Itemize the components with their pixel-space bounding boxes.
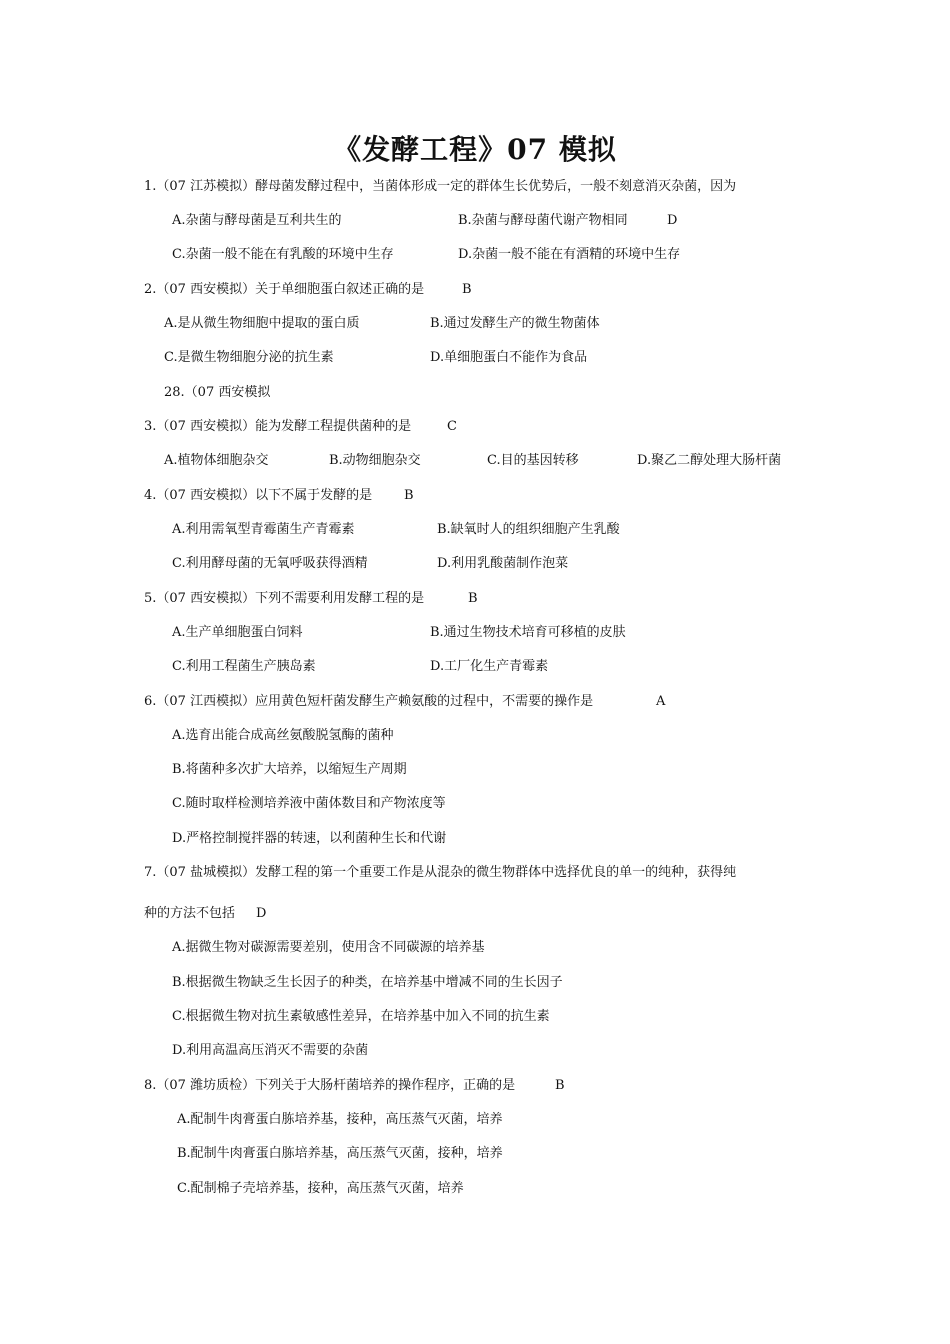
question-2-option-b: B.通过发酵生产的微生物菌体 bbox=[430, 316, 600, 331]
question-2-stem: 2.（07 西安模拟）关于单细胞蛋白叙述正确的是 bbox=[144, 282, 425, 297]
question-3-answer: C bbox=[447, 419, 457, 434]
question-5-option-a: A.生产单细胞蛋白饲料 bbox=[172, 625, 303, 640]
question-7-option-a: A.据微生物对碳源需要差别，使用含不同碳源的培养基 bbox=[172, 940, 485, 955]
question-6-option-a: A.选育出能合成高丝氨酸脱氢酶的菌种 bbox=[172, 728, 394, 743]
question-7-answer: D bbox=[256, 906, 267, 921]
stray-fragment: 28.（07 西安模拟 bbox=[164, 385, 271, 400]
question-6-answer: A bbox=[656, 694, 666, 709]
question-1-option-b: B.杂菌与酵母菌代谢产物相同 bbox=[458, 213, 628, 228]
question-8-answer: B bbox=[555, 1078, 565, 1093]
question-8-stem: 8.（07 潍坊质检）下列关于大肠杆菌培养的操作程序，正确的是 bbox=[144, 1078, 516, 1093]
question-4-option-b: B.缺氧时人的组织细胞产生乳酸 bbox=[437, 522, 620, 537]
question-4-option-d: D.利用乳酸菌制作泡菜 bbox=[437, 556, 569, 571]
question-3-option-b: B.动物细胞杂交 bbox=[329, 453, 421, 468]
question-5-answer: B bbox=[468, 591, 478, 606]
question-1-option-a: A.杂菌与酵母菌是互利共生的 bbox=[172, 213, 342, 228]
question-2-option-d: D.单细胞蛋白不能作为食品 bbox=[430, 350, 588, 365]
question-2-option-a: A.是从微生物细胞中提取的蛋白质 bbox=[164, 316, 360, 331]
question-3-option-a: A.植物体细胞杂交 bbox=[164, 453, 269, 468]
question-3-option-c: C.目的基因转移 bbox=[487, 453, 579, 468]
question-6-option-b: B.将菌种多次扩大培养，以缩短生产周期 bbox=[172, 762, 407, 777]
question-6-option-c: C.随时取样检测培养液中菌体数目和产物浓度等 bbox=[172, 796, 446, 811]
question-4-answer: B bbox=[404, 488, 414, 503]
question-4-option-c: C.利用酵母菌的无氧呼吸获得酒精 bbox=[172, 556, 368, 571]
question-1-answer: D bbox=[667, 213, 678, 228]
question-3-stem: 3.（07 西安模拟）能为发酵工程提供菌种的是 bbox=[144, 419, 412, 434]
question-8-option-a: A.配制牛肉膏蛋白胨培养基，接种，高压蒸气灭菌，培养 bbox=[177, 1112, 503, 1127]
question-7-option-c: C.根据微生物对抗生素敏感性差异，在培养基中加入不同的抗生素 bbox=[172, 1009, 550, 1024]
question-3-option-d: D.聚乙二醇处理大肠杆菌 bbox=[637, 453, 782, 468]
question-7-option-d: D.利用高温高压消灭不需要的杂菌 bbox=[172, 1043, 369, 1058]
question-7-option-b: B.根据微生物缺乏生长因子的种类，在培养基中增减不同的生长因子 bbox=[172, 975, 563, 990]
question-6-stem: 6.（07 江西模拟）应用黄色短杆菌发酵生产赖氨酸的过程中，不需要的操作是 bbox=[144, 694, 594, 709]
question-4-option-a: A.利用需氧型青霉菌生产青霉素 bbox=[172, 522, 355, 537]
question-2-option-c: C.是微生物细胞分泌的抗生素 bbox=[164, 350, 334, 365]
question-7-stem-continued: 种的方法不包括 bbox=[144, 906, 236, 921]
question-8-option-b: B.配制牛肉膏蛋白胨培养基，高压蒸气灭菌，接种，培养 bbox=[177, 1146, 503, 1161]
question-6-option-d: D.严格控制搅拌器的转速，以利菌种生长和代谢 bbox=[172, 831, 447, 846]
question-1-option-c: C.杂菌一般不能在有乳酸的环境中生存 bbox=[172, 247, 394, 262]
question-8-option-c: C.配制棉子壳培养基，接种，高压蒸气灭菌，培养 bbox=[177, 1181, 464, 1196]
question-5-option-b: B.通过生物技术培育可移植的皮肤 bbox=[430, 625, 626, 640]
question-5-option-c: C.利用工程菌生产胰岛素 bbox=[172, 659, 316, 674]
page-title: 《发酵工程》07 模拟 bbox=[333, 133, 617, 166]
question-5-stem: 5.（07 西安模拟）下列不需要利用发酵工程的是 bbox=[144, 591, 425, 606]
question-2-answer: B bbox=[462, 282, 472, 297]
question-5-option-d: D.工厂化生产青霉素 bbox=[430, 659, 549, 674]
question-7-stem: 7.（07 盐城模拟）发酵工程的第一个重要工作是从混杂的微生物群体中选择优良的单一的纯种，获得纯 bbox=[144, 865, 737, 880]
question-4-stem: 4.（07 西安模拟）以下不属于发酵的是 bbox=[144, 488, 373, 503]
question-1-stem: 1.（07 江苏模拟）酵母菌发酵过程中，当菌体形成一定的群体生长优势后，一般不刻意消灭杂菌，因为 bbox=[144, 179, 737, 194]
question-1-option-d: D.杂菌一般不能在有酒精的环境中生存 bbox=[458, 247, 681, 262]
